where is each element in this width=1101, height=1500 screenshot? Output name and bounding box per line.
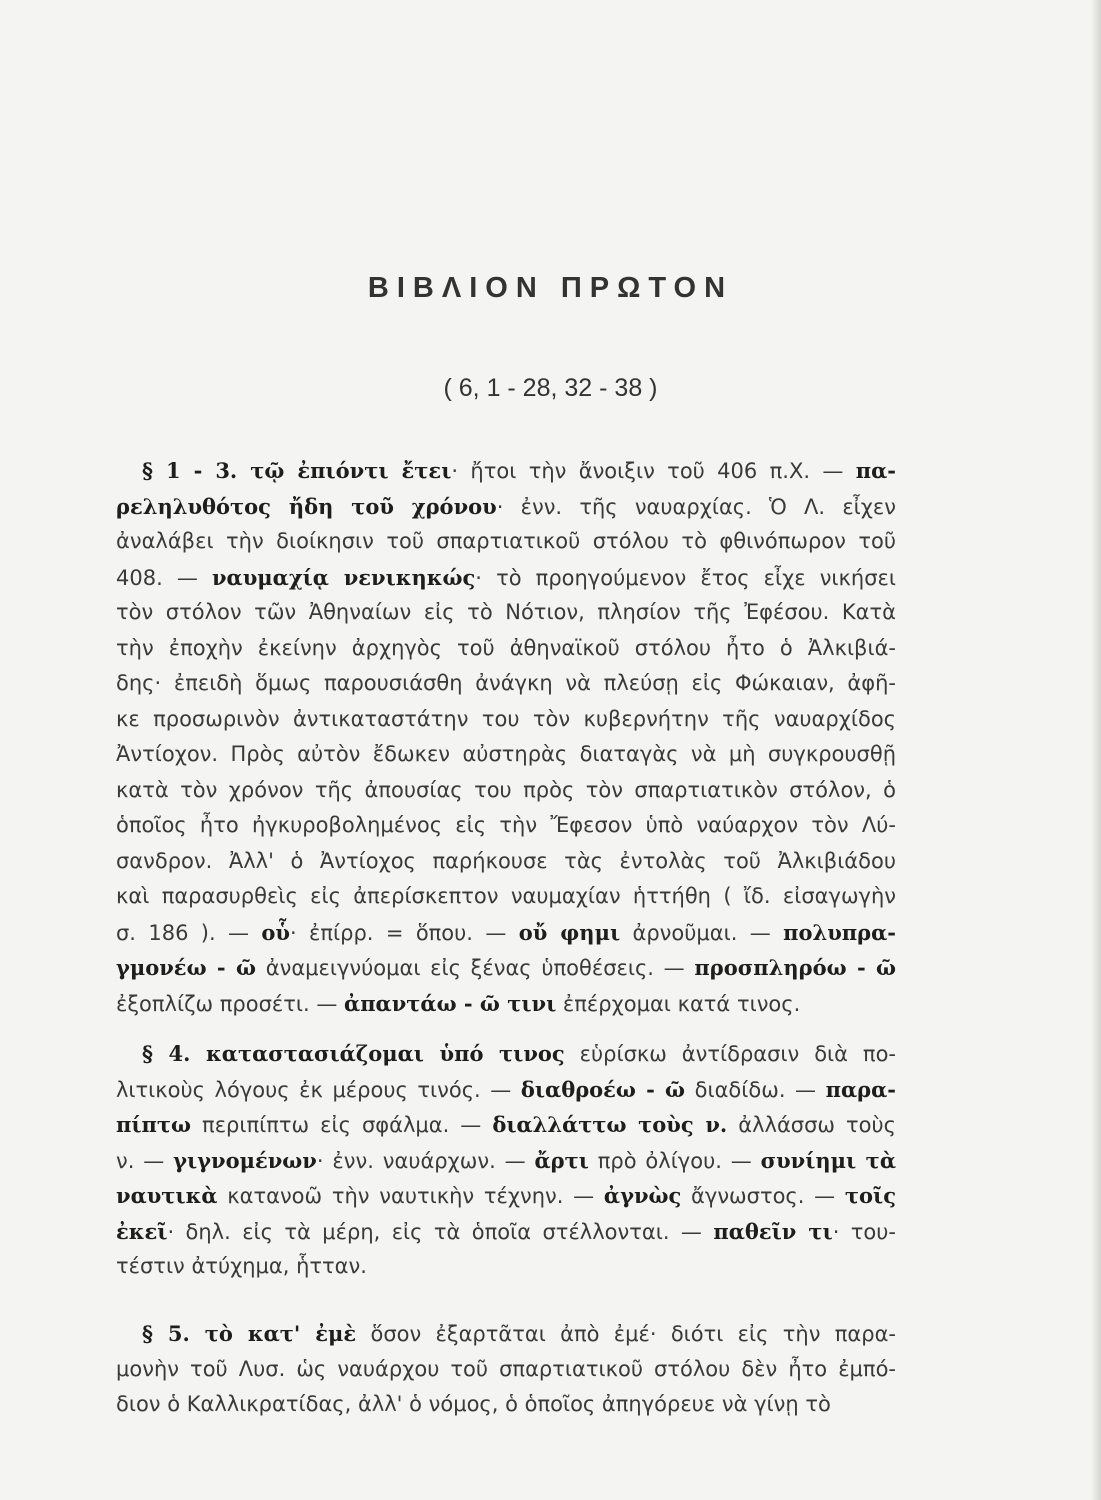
text-line	[116, 1036, 896, 1072]
gloss-text: ἄγνωστος. —	[681, 1184, 845, 1208]
text-line	[116, 1178, 896, 1214]
lemma-term: ἐκεῖ	[116, 1218, 168, 1244]
gloss-text: κατανοῶ τὴν ναυτικὴν τέχνην. —	[217, 1184, 604, 1208]
lemma-term: τοῖς	[844, 1183, 896, 1208]
gloss-text: τὴν ἐποχὴν ἐκείνην ἀρχηγὸς τοῦ ἀθηναϊκοῦ στόλου ἦτο ὁ Ἀλκιβιά-	[116, 635, 896, 660]
lemma-term: πίπτω	[116, 1112, 192, 1137]
text-line	[116, 1352, 896, 1388]
gloss-text: δης· ἐπειδὴ ὅμως παρουσιάσθη ἀνάγκη νὰ πλεύσῃ εἰς Φώκαιαν, ἀφῆ-	[116, 671, 896, 695]
commentary-paragraph	[116, 1036, 896, 1285]
gloss-text: ἀρνοῦμαι. —	[620, 920, 784, 945]
text-line	[116, 808, 896, 844]
gloss-text: εὑρίσκω ἀντίδρασιν διὰ πο-	[564, 1042, 896, 1066]
text-line	[116, 1387, 896, 1423]
gloss-text: καὶ παρασυρθεὶς εἰς ἀπερίσκεπτον ναυμαχίαν ἡττήθη ( ἴδ. εἰσαγωγὴν	[116, 884, 896, 908]
gloss-text: · ἐνν. τῆς ναυαρχίας. Ὁ Λ. εἶχεν	[496, 494, 896, 519]
gloss-text: ὅσον ἐξαρτᾶται ἀπὸ ἐμέ· διότι εἰς τὴν παρα-	[356, 1322, 896, 1346]
text-line	[116, 1249, 896, 1285]
lemma-term: γιγνομένων	[173, 1147, 317, 1173]
gloss-text: ἐξοπλίζω προσέτι. —	[116, 991, 345, 1016]
chapter-range: ( 6, 1 - 28, 32 - 38 )	[443, 374, 658, 402]
gloss-text: ἀλλάσσω τοὺς	[727, 1113, 896, 1137]
lemma-term: ναυτικὰ	[116, 1183, 218, 1208]
text-line	[116, 1316, 896, 1352]
gloss-text: ὁποῖος ἦτο ἠγκυροβολημένος εἰς τὴν Ἔφεσον ὑπὸ ναύαρχον τὸν Λύ-	[116, 813, 896, 837]
book-title: ΒΙΒΛΙΟΝ ΠΡΩΤΟΝ	[367, 272, 734, 304]
gloss-text: κε προσωρινὸν ἀντικαταστάτην του τὸν κυβερνήτην τῆς ναυαρχίδος	[116, 706, 896, 731]
lemma-term: γμονέω - ῶ	[116, 955, 257, 980]
lemma-term: § 5. τὸ κατ' ἐμὲ	[142, 1321, 357, 1346]
gloss-text: μονὴν τοῦ Λυσ. ὡς ναυάρχου τοῦ σπαρτιατικοῦ στόλου δὲν ἦτο ἐμπό-	[116, 1356, 896, 1381]
lemma-term: συνίημι τὰ	[760, 1147, 896, 1173]
lemma-term: πα-	[855, 458, 896, 483]
page-edge-shadow	[1091, 0, 1101, 1500]
lemma-term: διαλλάττω τοὺς ν.	[492, 1112, 728, 1137]
lemma-term: ἀπαντάω - ῶ τινι	[344, 990, 557, 1016]
text-line	[116, 950, 896, 986]
lemma-term: παρα-	[825, 1076, 897, 1102]
gloss-text: 408. —	[116, 565, 212, 590]
gloss-text: · ἤτοι τὴν ἄνοιξιν τοῦ 406 π.Χ. —	[451, 459, 856, 483]
gloss-text: · ἐνν. ναυάρχων. —	[316, 1148, 535, 1173]
gloss-text: διαδίδω. —	[685, 1077, 826, 1102]
text-line	[116, 560, 896, 596]
gloss-text: τέστιν ἀτύχημα, ἧτταν.	[116, 1254, 367, 1278]
gloss-text: Ἀντίοχον. Πρὸς αὐτὸν ἔδωκεν αὐστηρὰς διαταγὰς νὰ μὴ συγκρουσθῇ	[116, 742, 896, 766]
text-line	[116, 1214, 896, 1250]
lemma-term: § 4. καταστασιάζομαι ὑπό τινος	[142, 1041, 565, 1066]
lemma-term: ναυμαχίᾳ νενικηκώς	[211, 564, 476, 590]
gloss-text: ν. —	[116, 1148, 174, 1173]
lemma-term: οὗ	[261, 919, 290, 945]
text-line	[116, 1143, 896, 1179]
gloss-text: ἐπέρχομαι κατά τινος.	[556, 991, 801, 1016]
gloss-text: ἀναλάβει τὴν διοίκησιν τοῦ σπαρτιατικοῦ στόλου τὸ φθινόπωρον τοῦ	[116, 529, 896, 553]
text-line	[116, 915, 896, 951]
gloss-text: κατὰ τὸν χρόνον τῆς ἀπουσίας του πρὸς τὸν σπαρτιατικὸν στόλον, ὁ	[116, 777, 896, 802]
gloss-text: σ. 186 ). —	[116, 920, 262, 945]
lemma-term: ἄρτι	[534, 1147, 589, 1173]
text-line	[116, 453, 896, 489]
gloss-text: · τὸ προηγούμενον ἔτος εἶχε νικήσει	[475, 565, 896, 590]
gloss-text: τὸν στόλον τῶν Ἀθηναίων εἰς τὸ Νότιον, πλησίον τῆς Ἐφέσου. Κατὰ	[116, 600, 896, 624]
text-line	[116, 1072, 896, 1108]
lemma-term: § 1 - 3. τῷ ἐπιόντι ἔτει	[142, 458, 452, 483]
gloss-text: πρὸ ὀλίγου. —	[588, 1148, 761, 1173]
text-line	[116, 737, 896, 773]
text-line	[116, 773, 896, 809]
text-line	[116, 702, 896, 738]
gloss-text: περιπίπτω εἰς σφάλμα. —	[191, 1113, 493, 1137]
text-line	[116, 986, 896, 1022]
text-line	[116, 1107, 896, 1143]
gloss-text: ἀναμειγνύομαι εἰς ξένας ὑποθέσεις. —	[256, 956, 695, 980]
text-line	[116, 489, 896, 525]
commentary-paragraph	[116, 453, 896, 1021]
text-line	[116, 666, 896, 702]
gloss-text: λιτικοὺς λόγους ἐκ μέρους τινός. —	[116, 1077, 521, 1102]
commentary-paragraph	[116, 1316, 896, 1423]
lemma-term: πολυπρα-	[783, 919, 896, 945]
text-line	[116, 879, 896, 915]
text-line	[116, 595, 896, 631]
gloss-text: · του-	[832, 1219, 897, 1244]
lemma-term: οὔ φημι	[518, 919, 621, 945]
gloss-text: σανδρον. Ἀλλ' ὁ Ἀντίοχος παρήκουσε τὰς ἐντολὰς τοῦ Ἀλκιβιάδου	[116, 848, 896, 873]
lemma-term: ρεληλυθότος ἤδη τοῦ χρόνου	[116, 493, 497, 519]
gloss-text: · ἐπίρρ. = ὅπου. —	[290, 920, 519, 945]
lemma-term: προσπληρόω - ῶ	[694, 955, 897, 980]
gloss-text: · δηλ. εἰς τὰ μέρη, εἰς τὰ ὁποῖα στέλλονται. —	[167, 1219, 714, 1244]
text-line	[116, 631, 896, 667]
lemma-term: διαθροέω - ῶ	[520, 1076, 686, 1102]
text-line	[116, 844, 896, 880]
lemma-term: παθεῖν τι	[713, 1218, 833, 1244]
lemma-term: ἀγνὼς	[603, 1183, 682, 1208]
text-line	[116, 524, 896, 560]
gloss-text: διον ὁ Καλλικρατίδας, ἀλλ' ὁ νόμος, ὁ ὁποῖος ἀπηγόρευε νὰ γίνῃ τὸ	[116, 1392, 831, 1416]
